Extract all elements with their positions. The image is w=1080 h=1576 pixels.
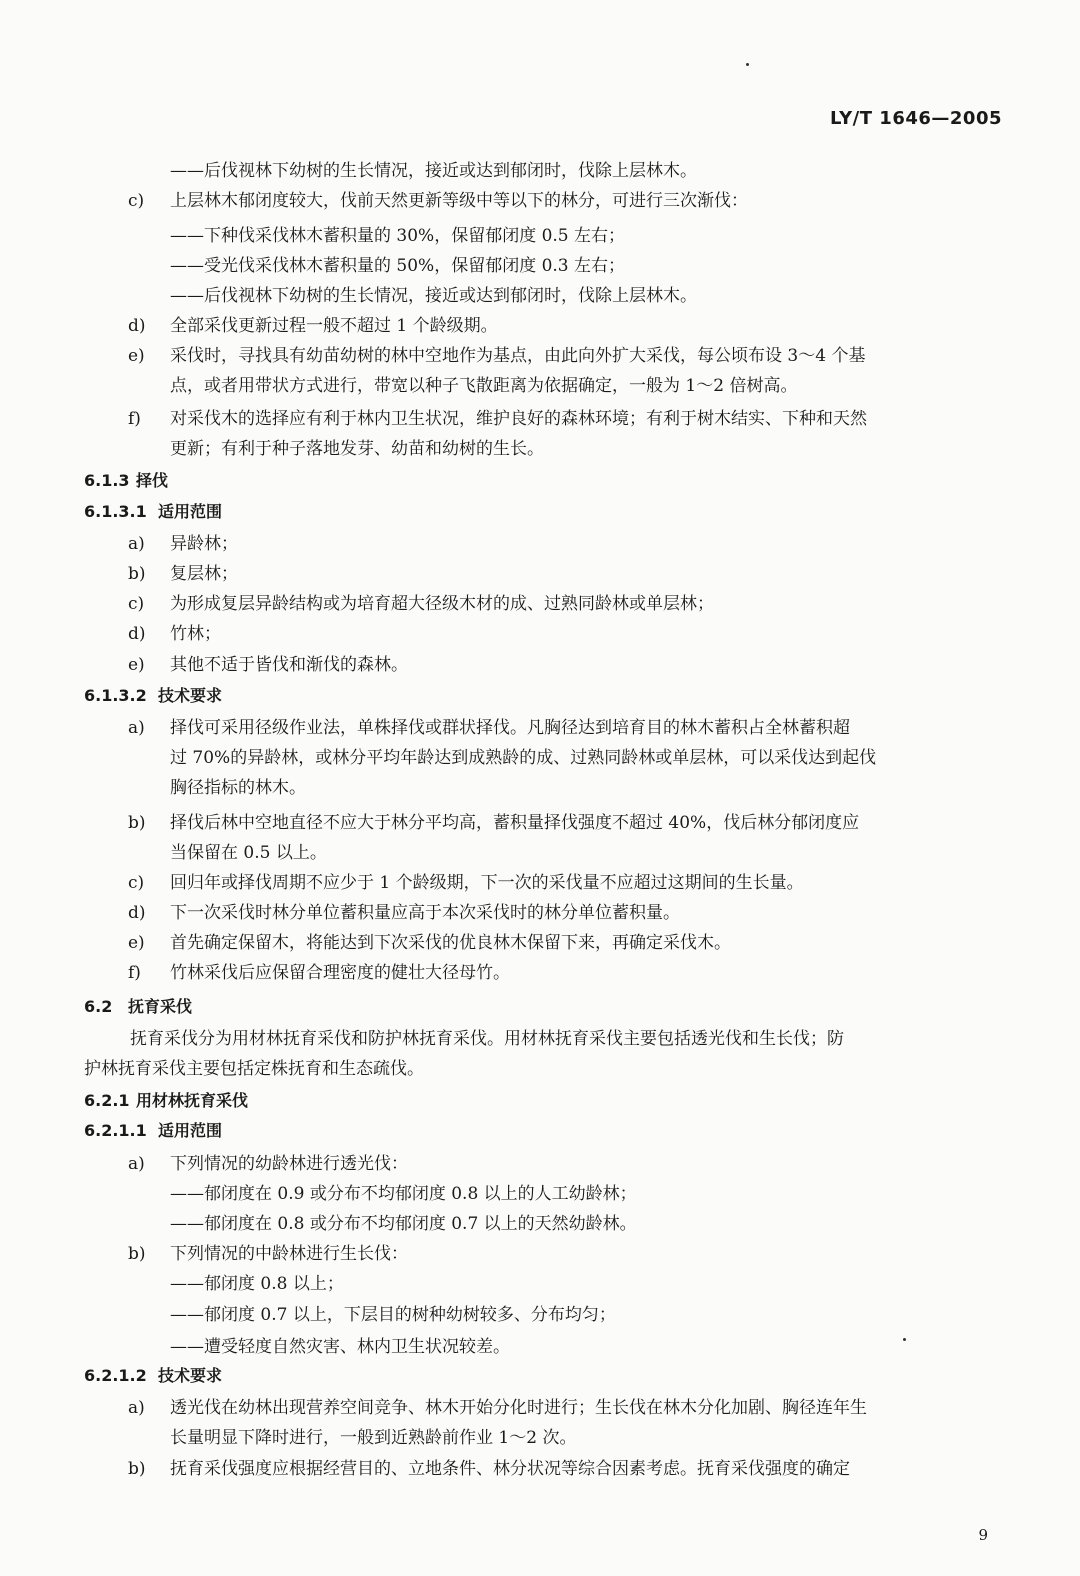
list-item-continuation [0,1425,1080,1451]
list-marker: a) [128,534,145,554]
list-marker: a) [128,1154,145,1174]
list-item [0,621,1080,647]
section-heading [0,994,1080,1020]
list-item-text: 采伐时，寻找具有幼苗幼树的林中空地作为基点，由此向外扩大采伐，每公顷布设 3～4 个基 [170,346,866,366]
dash-list-item [0,158,1080,184]
list-item [0,531,1080,557]
list-item-continuation [0,775,1080,801]
section-title: 适用范围 [158,502,223,521]
list-item-text: 全部采伐更新过程一般不超过 1 个龄级期。 [170,316,498,336]
dash-item-text: ——郁闭度在 0.8 或分布不均郁闭度 0.7 以上的天然幼龄林。 [170,1214,637,1234]
list-item-text: 下列情况的中龄林进行生长伐： [170,1244,408,1264]
list-marker: a) [128,718,145,738]
section-heading [0,1088,1080,1114]
list-item [0,406,1080,432]
list-item-text: 上层林木郁闭度较大，伐前天然更新等级中等以下的林分，可进行三次渐伐： [170,191,748,211]
section-title: 择伐 [136,471,169,490]
list-item [0,591,1080,617]
list-item [0,715,1080,741]
list-item-text: 竹林； [170,624,221,644]
list-item-continuation [0,840,1080,866]
list-item-continuation [0,373,1080,399]
dash-list-item [0,1271,1080,1297]
section-title: 适用范围 [158,1121,223,1140]
list-marker: b) [128,1459,146,1479]
list-marker: d) [128,903,146,923]
list-item-text: 竹林采伐后应保留合理密度的健壮大径母竹。 [170,963,510,983]
section-heading [0,1363,1080,1389]
list-marker: b) [128,1244,146,1264]
dash-list-item [0,283,1080,309]
dash-item-text: ——郁闭度 0.7 以上，下层目的树种幼树较多、分布均匀； [170,1305,616,1325]
list-item-text: 透光伐在幼林出现营养空间竞争、林木开始分化时进行；生长伐在林木分化加剧、胸径连年生 [170,1398,867,1418]
section-heading [0,468,1080,494]
list-item-text: 下列情况的幼龄林进行透光伐： [170,1154,408,1174]
section-number: 6.2.1.1 [84,1121,147,1140]
paragraph-line [0,1056,1080,1082]
list-item-continuation [0,745,1080,771]
continuation-text: 胸径指标的林木。 [170,778,306,798]
list-item-text: 下一次采伐时林分单位蓄积量应高于本次采伐时的林分单位蓄积量。 [170,903,680,923]
section-heading [0,683,1080,709]
list-marker: a) [128,1398,145,1418]
dash-item-text: ——郁闭度在 0.9 或分布不均郁闭度 0.8 以上的人工幼龄林； [170,1184,637,1204]
continuation-text: 更新；有利于种子落地发芽、幼苗和幼树的生长。 [170,439,544,459]
list-marker: f) [128,963,141,983]
list-item [0,1241,1080,1267]
list-item [0,1456,1080,1482]
list-marker: c) [128,594,145,614]
section-title: 技术要求 [158,1366,223,1385]
list-item [0,810,1080,836]
section-number: 6.1.3.1 [84,502,147,521]
dash-list-item [0,223,1080,249]
section-title: 技术要求 [158,686,223,705]
dash-item-text: ——后伐视林下幼树的生长情况，接近或达到郁闭时，伐除上层林木。 [170,286,697,306]
list-item-text: 择伐后林中空地直径不应大于林分平均高，蓄积量择伐强度不超过 40%，伐后林分郁闭度应 [170,813,860,833]
list-item-continuation [0,436,1080,462]
continuation-text: 长量明显下降时进行，一般到近熟龄前作业 1～2 次。 [170,1428,577,1448]
list-marker: f) [128,409,141,429]
list-item-text: 择伐可采用径级作业法，单株择伐或群状择伐。凡胸径达到培育目的林木蓄积占全林蓄积超 [170,718,850,738]
paragraph-text: 抚育采伐分为用材林抚育采伐和防护林抚育采伐。用材林抚育采伐主要包括透光伐和生长伐；防 [130,1029,844,1049]
list-marker: d) [128,624,146,644]
list-item [0,1395,1080,1421]
dash-list-item [0,253,1080,279]
list-marker: b) [128,564,146,584]
list-item-text: 异龄林； [170,534,238,554]
list-item [0,1151,1080,1177]
list-marker: e) [128,346,145,366]
list-item [0,313,1080,339]
list-item [0,343,1080,369]
dash-item-text: ——受光伐采伐林木蓄积量的 50%，保留郁闭度 0.3 左右； [170,256,626,276]
dash-item-text: ——郁闭度 0.8 以上； [170,1274,344,1294]
paragraph-line [0,1026,1080,1052]
section-title: 抚育采伐 [128,997,193,1016]
list-marker: b) [128,813,146,833]
list-item [0,870,1080,896]
section-number: 6.2.1 [84,1091,130,1110]
list-item-text: 抚育采伐强度应根据经营目的、立地条件、林分状况等综合因素考虑。抚育采伐强度的确定 [170,1459,850,1479]
continuation-text: 过 70%的异龄林，或林分平均年龄达到成熟龄的成、过熟同龄林或单层林，可以采伐达到起伐 [170,748,877,768]
list-item [0,960,1080,986]
list-item-text: 复层林； [170,564,238,584]
list-item [0,652,1080,678]
list-marker: c) [128,873,145,893]
dash-item-text: ——下种伐采伐林木蓄积量的 30%，保留郁闭度 0.5 左右； [170,226,626,246]
list-marker: c) [128,191,145,211]
list-item-text: 回归年或择伐周期不应少于 1 个龄级期，下一次的采伐量不应超过这期间的生长量。 [170,873,804,893]
list-item [0,561,1080,587]
dash-item-text: ——后伐视林下幼树的生长情况，接近或达到郁闭时，伐除上层林木。 [170,161,697,181]
dash-list-item [0,1211,1080,1237]
section-number: 6.2.1.2 [84,1366,147,1385]
section-number: 6.2 [84,997,113,1016]
standard-code: LY/T 1646—2005 [829,108,1002,129]
list-item-text: 其他不适于皆伐和渐伐的森林。 [170,655,408,675]
list-marker: e) [128,933,145,953]
list-marker: e) [128,655,145,675]
section-title: 用材林抚育采伐 [136,1091,249,1110]
scan-speck [746,63,749,66]
continuation-text: 点，或者用带状方式进行，带宽以种子飞散距离为依据确定，一般为 1～2 倍树高。 [170,376,798,396]
section-heading [0,1118,1080,1144]
dash-list-item [0,1334,1080,1360]
dash-list-item [0,1302,1080,1328]
continuation-text: 当保留在 0.5 以上。 [170,843,327,863]
list-item-text: 首先确定保留木，将能达到下次采伐的优良林木保留下来，再确定采伐木。 [170,933,731,953]
list-item-text: 对采伐木的选择应有利于林内卫生状况，维护良好的森林环境；有利于树木结实、下种和天然 [170,409,867,429]
section-heading [0,499,1080,525]
list-item [0,900,1080,926]
dash-list-item [0,1181,1080,1207]
page-number: 9 [978,1526,988,1544]
dash-item-text: ——遭受轻度自然灾害、林内卫生状况较差。 [170,1337,510,1357]
list-marker: d) [128,316,146,336]
list-item [0,930,1080,956]
list-item-text: 为形成复层异龄结构或为培育超大径级木材的成、过熟同龄林或单层林； [170,594,714,614]
list-item [0,188,1080,214]
paragraph-text: 护林抚育采伐主要包括定株抚育和生态疏伐。 [84,1059,424,1079]
section-number: 6.1.3.2 [84,686,147,705]
section-number: 6.1.3 [84,471,130,490]
